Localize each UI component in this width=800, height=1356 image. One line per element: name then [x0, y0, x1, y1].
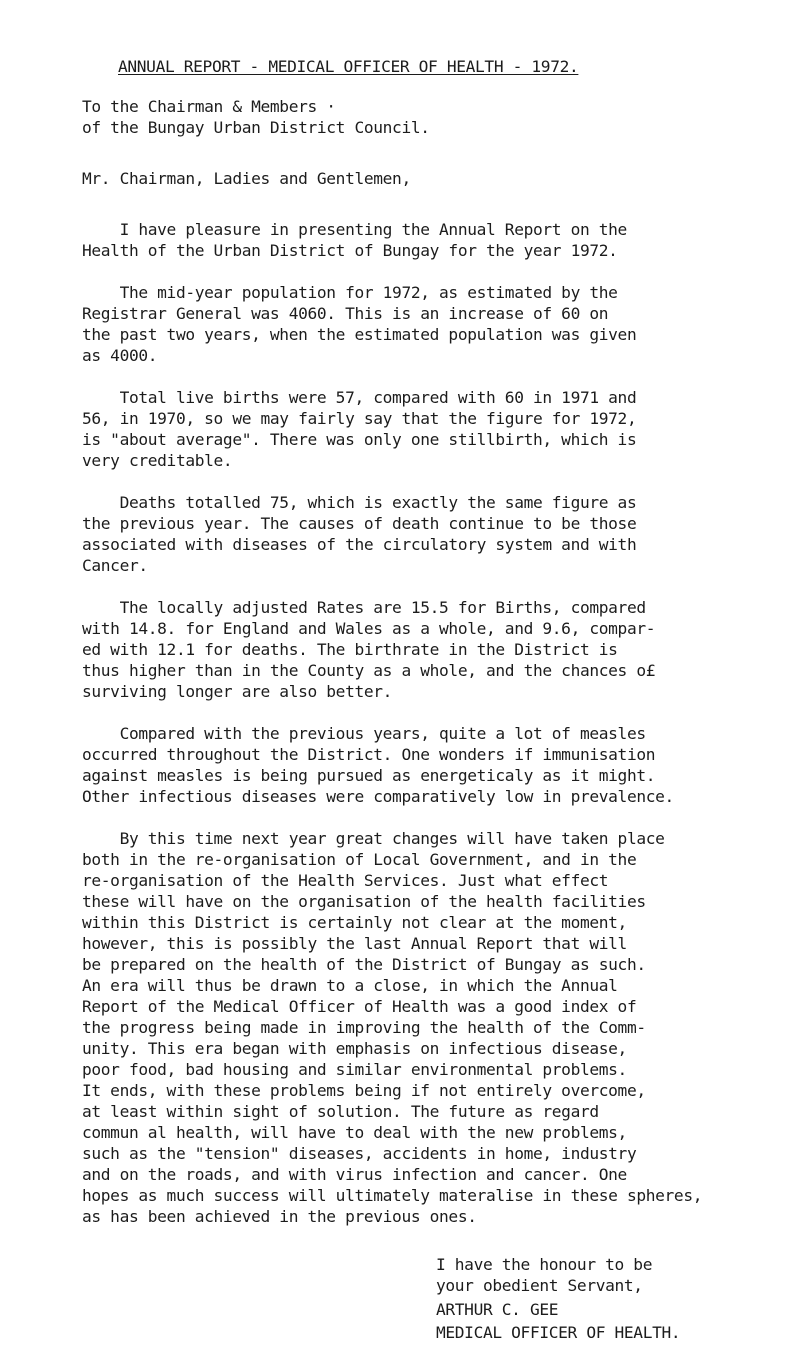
- paragraph-line: very creditable.: [82, 451, 233, 470]
- paragraph-line: Report of the Medical Officer of Health was a good index of: [82, 997, 637, 1016]
- paragraph-line: with 14.8. for England and Wales as a whole, and 9.6, compar-: [82, 619, 656, 638]
- addressee-line: To the Chairman & Members ·: [82, 97, 336, 116]
- paragraph-line: surviving longer are also better.: [82, 682, 393, 701]
- signature-name: ARTHUR C. GEE: [436, 1300, 559, 1319]
- paragraph-line: both in the re-organisation of Local Government, and in the: [82, 850, 637, 869]
- paragraph-line: Other infectious diseases were comparatively low in prevalence.: [82, 787, 674, 806]
- paragraph-line: An era will thus be drawn to a close, in which the Annual: [82, 976, 618, 995]
- closing-line: your obedient Servant,: [436, 1276, 643, 1295]
- paragraph-line: Compared with the previous years, quite a lot of measles: [82, 724, 646, 743]
- paragraph-line: within this District is certainly not clear at the moment,: [82, 913, 627, 932]
- paragraph-line: ed with 12.1 for deaths. The birthrate in the District is: [82, 640, 618, 659]
- paragraph-line: Deaths totalled 75, which is exactly the same figure as: [82, 493, 637, 512]
- paragraph-line: occurred throughout the District. One wonders if immunisation: [82, 745, 656, 764]
- paragraph-line: 56, in 1970, so we may fairly say that the figure for 1972,: [82, 409, 637, 428]
- paragraph-line: the previous year. The causes of death continue to be those: [82, 514, 637, 533]
- paragraph-line: and on the roads, and with virus infection and cancer. One: [82, 1165, 627, 1184]
- paragraph-line: Total live births were 57, compared with 60 in 1971 and: [82, 388, 637, 407]
- paragraph-line: Registrar General was 4060. This is an increase of 60 on: [82, 304, 609, 323]
- paragraph-line: It ends, with these problems being if not entirely overcome,: [82, 1081, 646, 1100]
- paragraph-line: these will have on the organisation of the health facilities: [82, 892, 646, 911]
- paragraph-line: The locally adjusted Rates are 15.5 for Births, compared: [82, 598, 646, 617]
- paragraph-line: be prepared on the health of the District of Bungay as such.: [82, 955, 646, 974]
- paragraph-line: as 4000.: [82, 346, 158, 365]
- paragraph-line: thus higher than in the County as a whole, and the chances o£: [82, 661, 656, 680]
- paragraph-line: however, this is possibly the last Annual Report that will: [82, 934, 627, 953]
- paragraph-line: as has been achieved in the previous ones.: [82, 1207, 477, 1226]
- paragraph-line: Health of the Urban District of Bungay for the year 1972.: [82, 241, 618, 260]
- report-title: ANNUAL REPORT - MEDICAL OFFICER OF HEALTH - 1972.: [118, 57, 579, 76]
- paragraph-line: such as the "tension" diseases, accidents in home, industry: [82, 1144, 637, 1163]
- paragraph-line: against measles is being pursued as energeticaly as it might.: [82, 766, 656, 785]
- paragraph-line: the progress being made in improving the health of the Comm-: [82, 1018, 646, 1037]
- paragraph-line: poor food, bad housing and similar environmental problems.: [82, 1060, 627, 1079]
- signature-title: MEDICAL OFFICER OF HEALTH.: [436, 1323, 681, 1342]
- paragraph-line: hopes as much success will ultimately materalise in these spheres,: [82, 1186, 703, 1205]
- paragraph-line: is "about average". There was only one stillbirth, which is: [82, 430, 637, 449]
- paragraph-line: Cancer.: [82, 556, 148, 575]
- paragraph-line: By this time next year great changes will have taken place: [82, 829, 665, 848]
- paragraph-line: I have pleasure in presenting the Annual Report on the: [82, 220, 627, 239]
- paragraph-line: the past two years, when the estimated population was given: [82, 325, 637, 344]
- paragraph-line: at least within sight of solution. The future as regard: [82, 1102, 599, 1121]
- paragraph-line: commun al health, will have to deal with the new problems,: [82, 1123, 627, 1142]
- paragraph-line: unity. This era began with emphasis on infectious disease,: [82, 1039, 627, 1058]
- salutation: Mr. Chairman, Ladies and Gentlemen,: [82, 169, 411, 188]
- closing-line: I have the honour to be: [436, 1255, 653, 1274]
- paragraph-line: The mid-year population for 1972, as estimated by the: [82, 283, 618, 302]
- addressee-line: of the Bungay Urban District Council.: [82, 118, 430, 137]
- paragraph-line: associated with diseases of the circulatory system and with: [82, 535, 637, 554]
- paragraph-line: re-organisation of the Health Services. Just what effect: [82, 871, 609, 890]
